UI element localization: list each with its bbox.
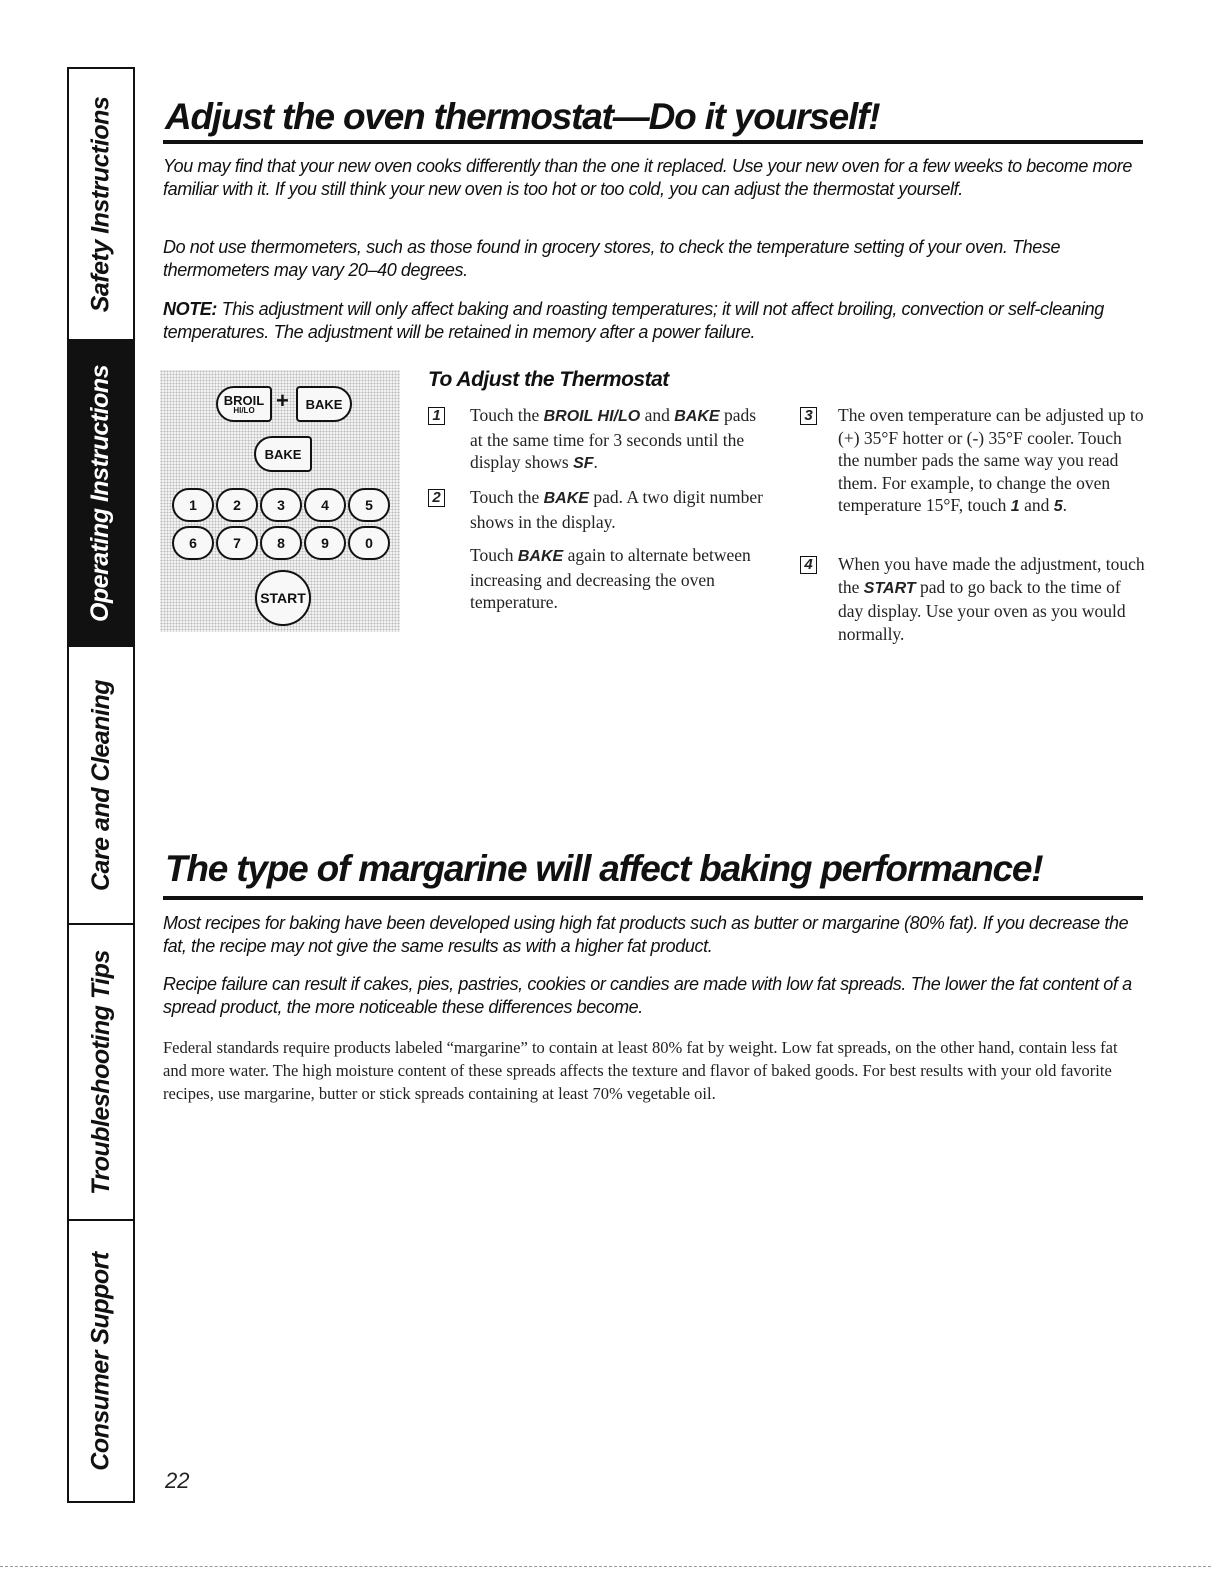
tab-label: Operating Instructions — [86, 364, 115, 622]
step-4 — [800, 553, 1145, 645]
section-sidebar — [67, 67, 135, 1503]
start-key: START — [255, 570, 311, 626]
page-number: 22 — [165, 1468, 190, 1493]
step-text: The oven temperature can be adjusted up to (+) 35°F hotter or (-) 35°F cooler. Touch the number pads the same way you read them. For example, to change the oven temperature 15°F, touch 1 and 5. — [838, 405, 1144, 515]
broil-key-label: BROIL — [223, 392, 265, 408]
margarine-paragraph-2: Recipe failure can result if cakes, pies, pastries, cookies or candies are made with low fat spreads. The lower the fat content of a spread product, the more noticeable these differences become. — [163, 974, 1132, 1017]
number-key-3: 3 — [260, 488, 302, 522]
step-number: 3 — [800, 407, 817, 425]
step-1 — [428, 404, 773, 476]
title-rule — [163, 896, 1143, 900]
margarine-paragraph-1: Most recipes for baking have been developed using high fat products such as butter or margarine (80% fat). If you decrease the fat, the recipe may not give the same results as with a higher fat product. — [163, 913, 1129, 956]
tab-label: Care and Cleaning — [86, 679, 115, 891]
step-text: Touch the BROIL HI/LO and BAKE pads at the same time for 3 seconds until the display shows SF. — [470, 405, 757, 472]
number-key-6: 6 — [172, 526, 214, 560]
section-title-thermostat: Adjust the oven thermostat—Do it yourself! — [165, 96, 880, 137]
step-text: Touch BAKE again to alternate between increasing and decreasing the oven temperature. — [470, 545, 751, 612]
tab-safety-instructions[interactable] — [69, 69, 133, 341]
tab-label: Troubleshooting Tips — [86, 949, 115, 1195]
step-2-continued — [428, 544, 773, 614]
section-title-margarine: The type of margarine will affect baking performance! — [165, 848, 1043, 889]
title-rule — [163, 140, 1143, 144]
step-number: 1 — [428, 407, 445, 425]
number-key-5: 5 — [348, 488, 390, 522]
broil-key-sublabel: HI/LO — [233, 405, 255, 415]
number-key-7: 7 — [216, 526, 258, 560]
step-number: 4 — [800, 556, 817, 574]
tab-care-and-cleaning[interactable] — [69, 647, 133, 925]
step-text: Touch the BAKE pad. A two digit number shows in the display. — [470, 487, 763, 532]
number-key-1: 1 — [172, 488, 214, 522]
note-text: This adjustment will only affect baking and roasting temperatures; it will not affect broiling, convection or self-cleaning temperatures. The adjustment will be retained in memory after a power failure. — [163, 299, 1104, 342]
intro-paragraph: You may find that your new oven cooks differently than the one it replaced. Use your new oven for a few weeks to become more familiar with it. If you still think your new oven is too hot or too cold, you can adjust the thermostat yourself. — [163, 156, 1132, 199]
thermometer-paragraph: Do not use thermometers, such as those found in grocery stores, to check the temperature setting of your oven. These thermometers may vary 20–40 degrees. — [163, 237, 1061, 280]
tab-operating-instructions[interactable] — [69, 341, 133, 647]
number-key-0: 0 — [348, 526, 390, 560]
step-number: 2 — [428, 489, 445, 507]
note-paragraph — [163, 298, 1138, 344]
tab-label: Consumer Support — [86, 1251, 115, 1471]
number-key-4: 4 — [304, 488, 346, 522]
step-2 — [428, 486, 773, 533]
broil-hi-lo-key — [216, 386, 272, 422]
bake-key: BAKE — [296, 386, 352, 422]
step-3 — [800, 404, 1145, 519]
step-text: When you have made the adjustment, touch the START pad to go back to the time of day display. Use your oven as you would normally. — [838, 554, 1145, 644]
number-key-2: 2 — [216, 488, 258, 522]
page-edge-rule — [0, 1566, 1211, 1567]
bake-key-single: BAKE — [254, 436, 312, 472]
instructions-heading: To Adjust the Thermostat — [428, 368, 669, 391]
tab-troubleshooting-tips[interactable] — [69, 925, 133, 1221]
number-key-8: 8 — [260, 526, 302, 560]
note-label: NOTE: — [163, 299, 217, 319]
control-panel-illustration — [160, 370, 400, 632]
number-key-9: 9 — [304, 526, 346, 560]
tab-consumer-support[interactable] — [69, 1221, 133, 1501]
tab-label: Safety Instructions — [86, 96, 115, 312]
plus-sign: + — [276, 388, 289, 413]
margarine-paragraph-3: Federal standards require products labeled “margarine” to contain at least 80% fat by weight. Low fat spreads, on the other hand, contain less fat and more water. The high moisture content of these spreads affects the texture and flavor of baked goods. For best results with your old favorite recipes, use margarine, butter or stick spreads containing at least 70% vegetable oil. — [163, 1038, 1118, 1103]
